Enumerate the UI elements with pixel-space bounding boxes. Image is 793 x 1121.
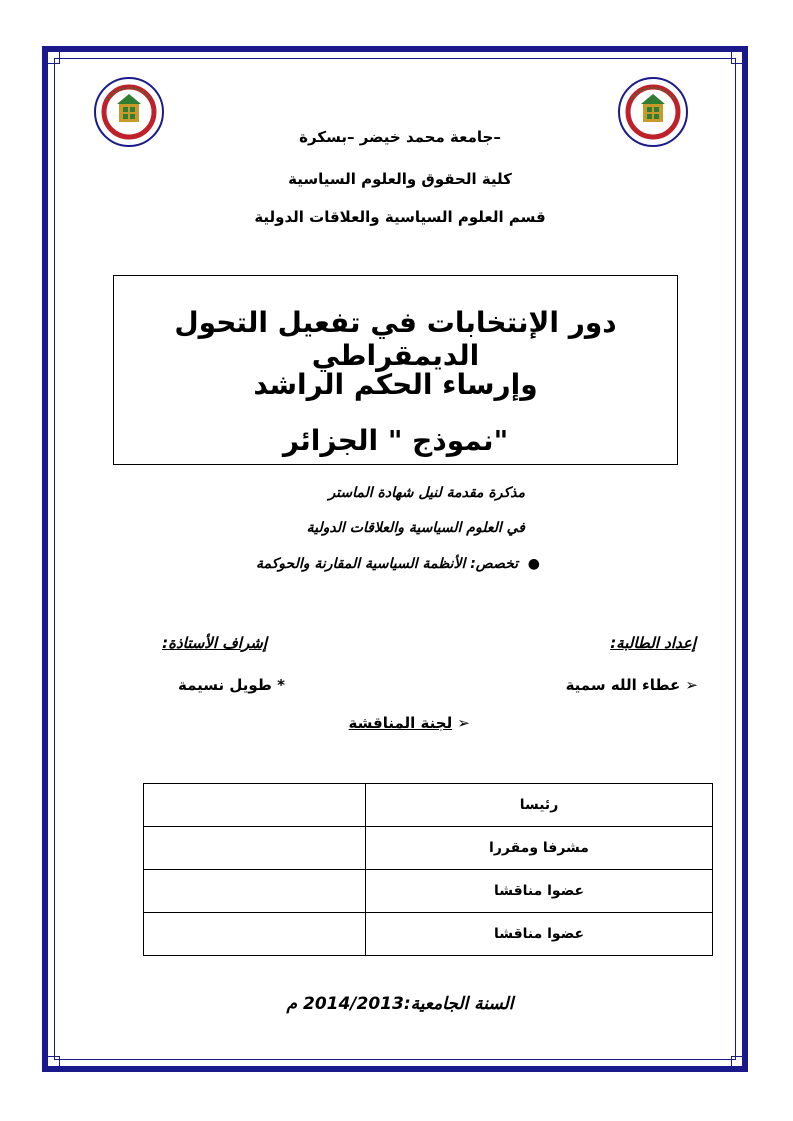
supervisor-name: * طويل نسيمة <box>177 676 285 694</box>
academic-year: السنة الجامعية:2014/2013 م <box>286 994 514 1014</box>
thesis-title-line-1: دور الإنتخابات في تفعيل التحول الديمقراطي <box>174 306 617 372</box>
bullet-icon: ● <box>518 556 540 572</box>
thesis-title-box <box>113 275 678 465</box>
university-logo-left <box>93 76 165 148</box>
degree-field: في العلوم السياسية والعلاقات الدولية <box>306 520 525 536</box>
degree-statement: مذكرة مقدمة لنيل شهادة الماستر <box>328 485 525 501</box>
table-row <box>144 784 713 827</box>
department-name: قسم العلوم السياسية والعلاقات الدولية <box>254 208 546 226</box>
member-role-cell: عضوا مناقشا <box>366 913 713 956</box>
border-corner <box>731 50 745 64</box>
university-name: جامعة محمد خيضر –بسكرة– <box>299 128 501 146</box>
member-name-cell <box>144 913 366 956</box>
student-name <box>530 676 698 694</box>
prepared-by-label: إعداد الطالبة: <box>610 634 696 652</box>
thesis-title-line-3: نموذج " الجزائر" <box>282 424 509 457</box>
member-role-cell: مشرفا ومقررا <box>366 827 713 870</box>
specialty-text: تخصص: الأنظمة السياسية المقارنة والحوكمة <box>256 556 519 572</box>
committee-label: لجنة المناقشة <box>348 714 453 732</box>
table-row <box>144 913 713 956</box>
arrow-check-icon: ➢ <box>680 676 698 694</box>
faculty-name: كلية الحقوق والعلوم السياسية <box>288 170 512 188</box>
arrow-check-icon: ➢ <box>452 714 470 732</box>
committee-heading <box>320 714 470 732</box>
member-name-cell <box>144 784 366 827</box>
member-role-cell: رئيسا <box>366 784 713 827</box>
university-logo-right <box>617 76 689 148</box>
member-name-cell <box>144 870 366 913</box>
table-row <box>144 827 713 870</box>
committee-table <box>143 783 713 956</box>
border-corner <box>731 1056 745 1070</box>
table-row <box>144 870 713 913</box>
student-name-text: عطاء الله سمية <box>565 676 681 694</box>
member-role-cell: عضوا مناقشا <box>366 870 713 913</box>
border-corner <box>46 50 60 64</box>
supervisor-label: إشراف الأستاذة: <box>162 634 267 652</box>
specialty <box>200 556 540 572</box>
thesis-title-line-2: وإرساء الحكم الراشد <box>253 368 538 401</box>
border-corner <box>46 1056 60 1070</box>
member-name-cell <box>144 827 366 870</box>
